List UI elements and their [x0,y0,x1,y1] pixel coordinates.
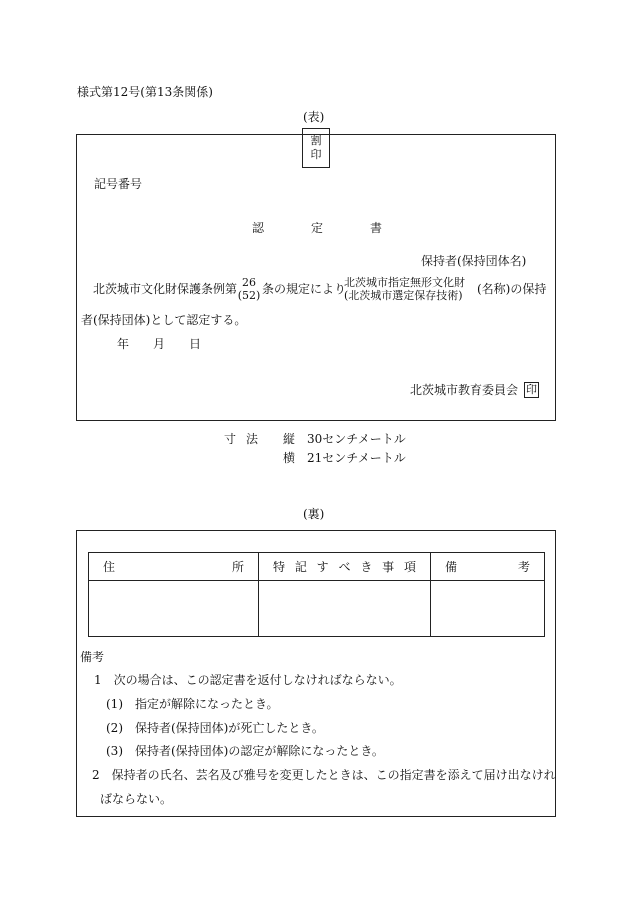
table-header-row [89,553,545,581]
header-char: 特 [273,559,286,574]
header-char: 考 [517,559,530,574]
dimensions-label-char: 寸 [224,432,237,446]
note-1-item-3: (3) 保持者(保持団体)の認定が解除になったとき。 [106,744,384,758]
column-header-special-notes [259,553,431,581]
note-1-item-1: (1) 指定が解除になったとき。 [106,697,279,711]
asset-type-top: 北茨城市指定無形文化財 [344,276,465,289]
form-number: 様式第12号(第13条関係) [77,85,213,99]
note-2-line-2: ばならない。 [100,792,173,806]
title-char: 定 [310,221,323,235]
tally-seal-char: 割 [310,134,322,147]
note-1: 1 次の場合は、この認定書を返付しなければならない。 [94,673,402,687]
tally-seal-box [302,128,330,168]
header-char: 項 [403,559,416,574]
note-1-item-2: (2) 保持者(保持団体)が死亡したとき。 [106,721,324,735]
header-char: 事 [382,559,395,574]
dimension-width-label: 横 [283,451,296,465]
dimension-height-label: 縦 [283,432,296,446]
endorsement-table [88,552,545,637]
dimensions-label-char: 法 [245,432,258,446]
column-header-address [89,553,259,581]
front-side-label: (表) [303,110,325,124]
column-header-remarks [431,553,545,581]
body-text-part3: (名称)の保持 [477,282,547,296]
front-certificate-frame [76,134,556,421]
dimension-height-value: 30センチメートル [307,432,406,446]
body-text-part2: 条の規定により [262,282,347,296]
article-number-top: 26 [242,276,256,289]
dimensions-label [224,433,258,445]
article-number-stack [237,276,261,302]
asset-type-bottom: (北茨城市選定保存技術) [344,289,463,302]
header-char: 記 [294,559,307,574]
certificate-title [252,222,382,234]
table-cell-remarks [431,581,545,637]
holder-label: 保持者(保持団体名) [421,254,527,268]
record-number-label: 記号番号 [94,177,143,191]
title-char: 書 [369,221,382,235]
official-stamp [524,382,539,398]
header-char: べ [338,559,351,574]
note-2-line-1: 2 保持者の氏名、芸名及び雅号を変更したときは、この指定書を添えて届け出なけれ [92,768,556,782]
dimension-width-value: 21センチメートル [307,451,406,465]
date-month: 月 [153,337,166,351]
asset-type-stack [344,276,476,302]
header-char: 備 [445,559,458,574]
body-text-part1: 北茨城市文化財保護条例第 [93,282,238,296]
header-char: き [360,559,373,574]
date-year: 年 [117,337,130,351]
title-char: 認 [252,221,265,235]
tally-seal-char: 印 [310,148,322,161]
stamp-char: 印 [526,383,537,396]
table-row [89,581,545,637]
body-text-line2: 者(保持団体)として認定する。 [81,313,247,327]
table-cell-address [89,581,259,637]
table-cell-special-notes [259,581,431,637]
header-char: す [316,559,329,574]
date-day: 日 [189,337,202,351]
notes-title: 備考 [80,650,105,664]
back-side-label: (裏) [303,507,325,521]
issuer-name: 北茨城市教育委員会 [410,383,519,397]
header-char: 所 [231,559,244,574]
article-number-bottom: (52) [237,289,261,302]
header-char: 住 [103,559,116,574]
